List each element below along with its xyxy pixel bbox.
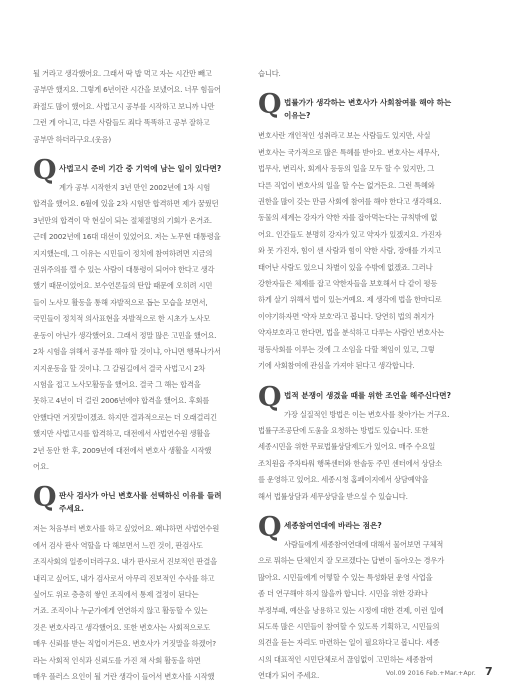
question-mark-q: Q <box>258 381 282 413</box>
question-1-heading <box>33 155 257 192</box>
left-column <box>33 66 257 685</box>
question-mark-q: Q <box>33 482 57 514</box>
answer-5-body: 사람들에게 세종참여연대에 대해서 물어보면 구체적 으로 뭐하는 단체인지 잘 모르겠다는 답변이 돌아오는 경우가 많아요. 시민들에게 어떻할 수 있는 특성화된 운영 사업을 좀 더 연구해야 하지 않을까 합니다. 시민을 위한 강좌나 부정부패, 예산을 낭용하고 있는 시정에 대한 견제, 이런 일에 되도록 많은 시민들이 참여할 수 있도록 기획하고, 시민들의 의견을 듣는 자리도 마련하는 일이 필요하다고 봅니다. 세종 시의 대표적인 시민단체로서 끊임없이 고민하는 세종참여 연대가 되어 주세요. <box>258 539 445 681</box>
answer-3-body: 변호사란 개인적인 성취라고 보는 사람들도 있지만, 사실 변호사는 국가적으로 많은 특혜를 받아요. 변호사는 세무사, 법무사, 변리사, 회계사 등등의 일을 모두 할 수 있지만, 그 다른 직업이 변호사의 일을 할 수는 없거든요. 그런 특혜와 권한을 많이 갖는 만큼 사회에 참여를 해야 한다고 생각해요. 동물의 세계는 강자가 약한 자를 잡아먹는다는 규칙밖에 없 어요. 인간들도 분명히 강자가 있고 약자가 있겠지요. 가진자 와 못 가진자, 힘이 센 사람과 힘이 약한 사람, 장애를 가지고 태어난 사람도 있으니 차별이 있을 수밖에 없겠죠. 그러나 강한자들은 체제를 잡고 약한자들을 보호해서 다 같이 평등 하게 살기 위해서 법이 있는거예요. 제 생각에 법을 한마디로 이야기하자면 '약자 보호'라고 봅니다. 당연히 법의 취지가 약자보호라고 한다면, 법을 분석하고 다루는 사람인 변호사는 평등사회를 이루는 것에 그 소임을 다할 책임이 있고, 그렇 기에 사회참여에 관심을 가져야 된다고 생각합니다. <box>258 131 445 371</box>
answer-1-body: 계가 공부 시작한지 3년 만인 2002년에 1차 시험 합격을 했어요. 6월에 있을 2차 시험만 합격하면 제가 꿈꿨던 3년만의 합격이 막 현실이 되는 절체절명의 기회가 온거죠. 근데 2002년에 16대 대선이 있었어요. 저는 노무현 대통령을 지지했는데, 그 이유는 시민들이 정치에 참여하려면 지금의 권위주의를 깰 수 있는 사람이 대통령이 되어야 한다고 생각 했기 때문이었어요. 보수언론들의 탄압 때문에 오히려 시민 들이 노사모 활동을 통해 자발적으로 돕는 모습을 보면서, 국민들이 정치적 의사표현을 자발적으로 한 시초가 노사모 운동이 아닌가 생각했어요. 그래서 정말 많은 고민을 했어요. 2차 시험을 위해서 공부를 해야 할 것이냐, 아니면 행복나가서 지지운동을 할 것이냐. 그 갈림길에서 결국 사법고시 2차 시험을 접고 노사모활동을 했어요. 결국 그 해는 합격을 못하고 4년이 더 걸린 2006년에야 합격을 했어요. 후회를 안했다면 거짓말이겠죠. 하지만 결과적으로는 더 오래걸리긴 했지만 사법고시를 합격하고, 대전에서 사법연수원 생활을 2년 동안 한 후, 2009년에 대전에서 변호사 생활을 시작했 어요. <box>33 183 221 471</box>
question-1-title: 사법고시 준비 기간 중 기억에 남는 일이 있다면? <box>59 164 222 174</box>
question-mark-q: Q <box>33 155 57 187</box>
question-4-title: 법적 분쟁이 생겼을 때를 위한 조언을 해주신다면? <box>284 390 451 400</box>
question-mark-q: Q <box>258 89 282 121</box>
issue-info: Vol.09 2016 Feb.+Mar.+Apr. <box>386 670 476 677</box>
question-3-heading <box>258 89 482 126</box>
question-5-heading <box>258 511 482 549</box>
intro-paragraph: 될 거라고 생각했어요. 그래서 딱 밥 먹고 자는 시간만 빼고 공부만 했지요. 그렇게 6년이란 시간을 보냈어요. 너무 힘들어 좌절도 많이 했어요. 사법고시 공부를 시작하고 보니까 나만 그런 게 아니고, 다른 사람들도 죄다 똑똑하고 공부 잘하고 공부만 하더라구요.(웃음) <box>33 69 221 144</box>
question-mark-q: Q <box>258 511 282 543</box>
page-number: 7 <box>485 665 493 678</box>
page-footer <box>386 664 506 684</box>
answer-4-body: 가장 실질적인 방법은 이는 변호사를 찾아가는 거구요. 법률구조공단에 도움을 요청하는 방법도 있습니다. 또한 세종시민을 위한 무료법률상담제도가 있어요. 매주 수요일 조치원읍 주차타워 행복센터와 한솔동 주민 센터에서 상담소 를 운영하고 있어요. 세종시청 홈페이지에서 상담예약을 해서 법률상담과 세무상담을 받으실 수 있습니다. <box>258 409 450 501</box>
question-2-heading <box>33 482 257 519</box>
question-5-title: 세종참여연대에 바라는 점은? <box>284 520 382 530</box>
question-4-heading <box>258 381 482 419</box>
question-2-title: 판사 검사가 아닌 변호사를 선택하신 이유를 들려 주세요. <box>59 491 222 514</box>
continuation-paragraph: 습니다. <box>258 69 281 78</box>
question-3-title: 법률가가 생각하는 변호사가 사회참여를 해야 하는 이유는? <box>284 98 452 121</box>
answer-2-body: 저는 처음부터 변호사를 하고 싶었어요. 왜냐하면 사법연수원 에서 검사 판사 역할을 다 해보면서 느낀 것이, 판검사도 조직사회의 일종이더라구요. 내가 판사로서 진보적인 판결을 내리고 싶어도, 내가 검사로서 아무리 진보적인 수사를 하고 싶어도 위로 층층히 쌓인 조직에서 통제 결정이 된다는 거죠. 조직이나 누군가에게 연연하지 않고 활동할 수 있는 것은 변호사라고 생각했어요. 또한 변호사는 사회적으로도 매우 신뢰를 받는 직업이거든요. 변호사가 거짓말을 하겠어? 라는 사회적 인식과 신뢰도를 가진 채 사회 활동을 하면 매우 플러스 요인이 될 거란 생각이 들어서 변호사를 시작했 <box>33 524 220 681</box>
right-column <box>258 66 482 685</box>
